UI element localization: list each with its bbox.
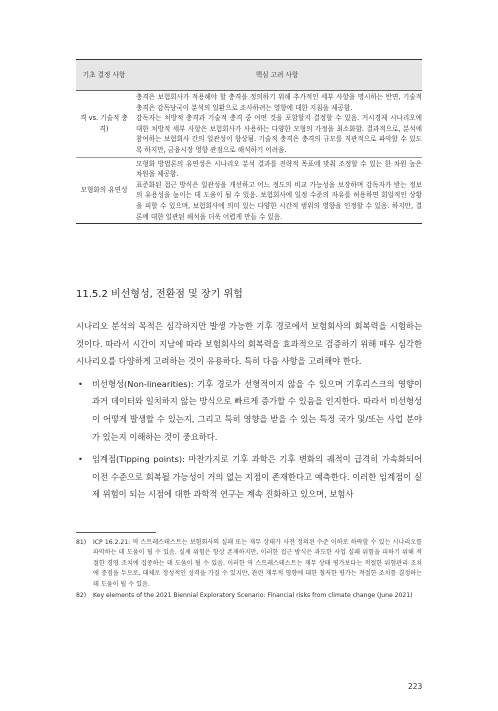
table-header-row xyxy=(76,60,422,91)
footnotes xyxy=(76,538,422,602)
list-item xyxy=(76,451,422,504)
table-row-content xyxy=(132,157,422,224)
footnote-text: Key elements of the 2021 Biennial Exploratory Scenario: Financial risks from climate change (June 2021) xyxy=(93,592,413,600)
bullet-icon: • xyxy=(78,378,83,389)
list-item-text: 임계점(Tipping points): 마찬가지로 기후 과학은 기후 변화의 궤적이 급격히 가속화되어 이전 수준으로 회복될 가능성이 거의 없는 지점이 존재한다고 예측한다. 이러한 임계점이 실제 위험이 되는 시점에 대한 과학적 연구는 계속 진화하고 있으며, 보험사 xyxy=(92,454,422,500)
footnote xyxy=(76,538,422,590)
footnote xyxy=(76,591,422,601)
table-cell-paragraph: 모형화 방법론의 유연성은 시나리오 분석 결과를 전략적 목표에 맞춰 조정할 수 있는 한 차원 높은 차원을 제공함. xyxy=(136,159,422,179)
considerations-table xyxy=(76,59,422,224)
bullet-icon: • xyxy=(78,454,83,465)
table-row-content xyxy=(132,91,422,158)
page-number: 223 xyxy=(408,682,423,691)
list-item-text: 비선형성(Non-linearities): 기후 경로가 선형적이지 않을 수 있으며 기후리스크의 영향이 과거 데이터와 일치하지 않는 방식으로 빠르게 증가할 수 있음을 인지한다. 따라서 비선형성이 어떻게 발생할 수 있는지, 그리고 특히 영향을 받을 수 있는 특정 국가 및/또는 사업 분야가 있는지 이해하는 것이 중요하다. xyxy=(92,378,422,442)
table-cell-paragraph: 감독자는 처방적 충격과 기술적 충격 중 어떤 것을 포함할지 결정할 수 있음. 거시경제 시나리오에 대한 처방적 세부 사항은 보험회사가 사용하는 다양한 모형의 가정을 최소화함. 결과적으로, 분석에 참여하는 보험회사 간의 일관성이 향상됨. 기술적 충격은 충격의 규모를 직관적으로 파악할 수 있도록 하지만, 금융시장 영향 관점으로 해석하기 어려움. xyxy=(136,114,422,154)
table-row-label: 모형화의 유연성 xyxy=(80,186,128,195)
list-item xyxy=(76,376,422,446)
footnote-divider xyxy=(76,532,156,533)
section-heading: 11.5.2 비선형성, 전환점 및 장기 위험 xyxy=(76,289,243,300)
table-header-key-considerations: 핵심 고려 사항 xyxy=(132,60,422,91)
table-cell-paragraph: 충격은 보험회사가 적용해야 할 충격을 정의하기 위해 추가적인 세부 사항을 명시하는 반면, 기술적 충격은 감독당국이 분석의 일환으로 조사하려는 영향에 대한 지침을 제공함. xyxy=(136,93,422,112)
table-row xyxy=(76,91,422,158)
table-header-basic-decision: 기초 결정 사항 xyxy=(76,60,132,91)
footnote-number: 81) xyxy=(76,539,87,546)
table-row xyxy=(76,157,422,224)
table-row-label: 격 vs. 기술적 충격) xyxy=(80,114,128,133)
footnote-number: 82) xyxy=(76,592,87,600)
section-body xyxy=(76,318,422,504)
table-cell-paragraph: 표준화된 접근 방식은 일관성을 개선하고 어느 정도의 비교 가능성을 보장하며 감독자가 받는 정보의 유용성을 높이는 데 도움이 될 수 있음. 보험회사에 일정 수준의 자유를 허용하면 회일적인 상황을 피할 수 있으며, 보험회사에 의미 있는 다양한 시간적 범위의 영향을 인정할 수 있음. 하지만, 결론에 대한 일관된 해석을 더욱 어렵게 만들 수 있음. xyxy=(136,180,422,221)
intro-paragraph: 시나리오 분석의 목적은 심각하지만 발생 가능한 기후 경로에서 보험회사의 회복력을 시험하는 것이다. 따라서 시간이 지남에 따라 보험회사의 회복력을 효과적으로 검증하기 위해 매우 심각한 시나리오를 다양하게 고려하는 것이 유용하다. 특히 다음 사항을 고려해야 한다. xyxy=(76,321,422,367)
footnote-text: ICP 16.2.21: 역 스트레스테스트는 보험회사의 실패 또는 재무 상태가 사전 정의된 수준 이하로 하락할 수 있는 시나리오를 파악하는 데 도움이 될 수 있음. 실제 위험은 항상 존재하지만, 이러한 접근 방식은 과도한 사업 실패 위험을 피하기 위해 적절한 경영 조치에 집중하는 데 도움이 될 수 있음. 이러한 역 스트레스테스트는 재무 상태 평가보다는 적절한 위험관리 조치에 중점을 두므로, 대체로 정성적인 성격을 가질 수 있지만, 관련 재무적 영향에 대한 철저한 평가는 적절한 조치를 결정하는 데 도움이 될 수 있음. xyxy=(93,539,422,588)
